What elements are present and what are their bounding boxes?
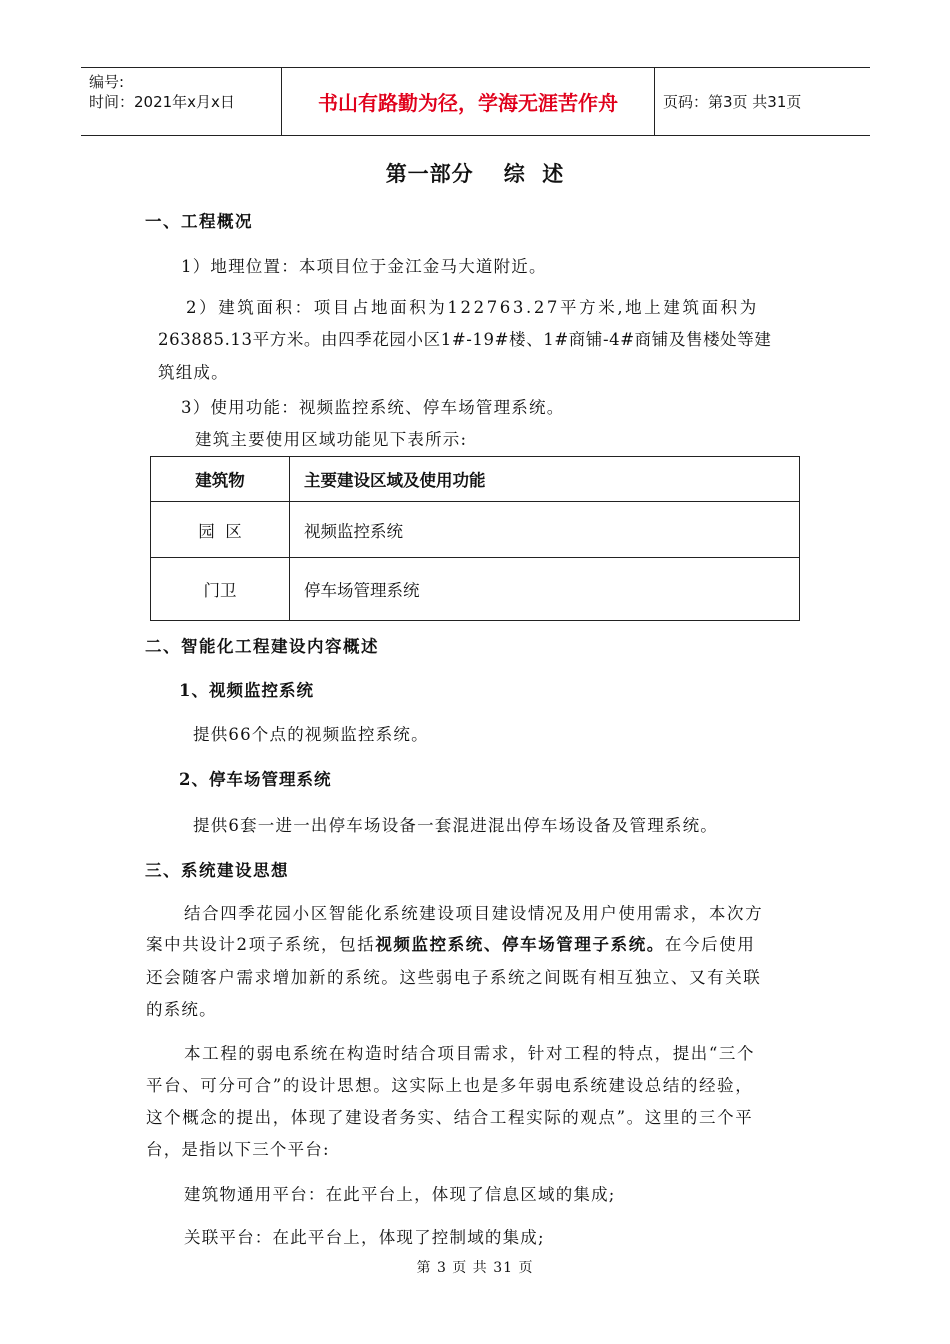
page-title bbox=[0, 158, 950, 188]
header-page-info: 页码：第3页 共31页 bbox=[663, 93, 802, 111]
s2-1-text: 提供66个点的视频监控系统。 bbox=[193, 725, 429, 744]
page-footer: 第 3 页 共 31 页 bbox=[416, 1260, 534, 1276]
table-row bbox=[151, 558, 800, 621]
doc-number-label: 编号: bbox=[89, 73, 125, 91]
s3-p2-line2: 平台、可分可合”的设计思想。这实际上也是多年弱电系统建设总结的经验， bbox=[146, 1076, 754, 1095]
s1-paragraph-function: 3）使用功能：视频监控系统、停车场管理系统。 bbox=[181, 398, 565, 417]
section-3-heading: 三、系统建设思想 bbox=[145, 861, 289, 880]
table-row bbox=[151, 502, 800, 558]
s3-p1-line3: 还会随客户需求增加新的系统。这些弱电子系统之间既有相互独立、又有关联 bbox=[146, 968, 762, 987]
header-motto: 书山有路勤为径，学海无涯苦作舟 bbox=[282, 68, 655, 135]
table-cell: 视频监控系统 bbox=[290, 502, 800, 558]
s3-p1-line2 bbox=[146, 931, 755, 955]
s3-p3: 建筑物通用平台：在此平台上，体现了信息区域的集成; bbox=[184, 1185, 616, 1204]
s3-p2-line4: 台，是指以下三个平台: bbox=[146, 1140, 330, 1159]
table-header-cell: 主要建设区域及使用功能 bbox=[290, 457, 800, 502]
header-meta bbox=[81, 68, 282, 135]
s3-p2-line1: 本工程的弱电系统在构造时结合项目需求，针对工程的特点，提出“三个 bbox=[184, 1044, 756, 1063]
s1-paragraph-location: 1）地理位置：本项目位于金江金马大道附近。 bbox=[181, 257, 547, 276]
s3-p1-line2-c: 在今后使用 bbox=[664, 935, 756, 954]
table-cell: 园 区 bbox=[151, 502, 290, 558]
s1-paragraph-area-line1: 2）建筑面积：项目占地面积为122763.27平方米,地上建筑面积为 bbox=[186, 298, 759, 317]
table-header-row bbox=[151, 457, 800, 502]
s1-table-caption: 建筑主要使用区域功能见下表所示: bbox=[195, 430, 468, 449]
page-header bbox=[81, 67, 870, 136]
function-table bbox=[150, 456, 800, 621]
s3-p1-line2-a: 案中共设计2项子系统，包括 bbox=[146, 935, 376, 954]
title-name: 综 述 bbox=[503, 161, 565, 186]
title-part: 第一部分 bbox=[385, 161, 474, 186]
s3-p1-line1: 结合四季花园小区智能化系统建设项目建设情况及用户使用需求，本次方 bbox=[184, 904, 764, 923]
doc-date-label: 时间：2021年x月x日 bbox=[89, 93, 235, 111]
s3-p1-line4: 的系统。 bbox=[146, 1000, 217, 1019]
s3-p2-line3: 这个概念的提出，体现了建设者务实、结合工程实际的观点”。这里的三个平 bbox=[146, 1108, 754, 1127]
s1-paragraph-area-line2: 263885.13平方米。由四季花园小区1#-19#楼、1#商铺-4#商铺及售楼处等建 bbox=[158, 330, 772, 349]
subsection-2-1-heading: 1、视频监控系统 bbox=[179, 681, 314, 700]
section-1-heading: 一、工程概况 bbox=[145, 212, 253, 231]
s2-2-text: 提供6套一进一出停车场设备一套混进混出停车场设备及管理系统。 bbox=[193, 816, 718, 835]
section-2-heading: 二、智能化工程建设内容概述 bbox=[145, 637, 379, 656]
table-cell: 停车场管理系统 bbox=[290, 558, 800, 621]
s1-paragraph-area-line3: 筑组成。 bbox=[158, 363, 229, 382]
s3-p1-line2-bold: 视频监控系统、停车场管理子系统。 bbox=[375, 935, 665, 954]
s3-p4: 关联平台：在此平台上，体现了控制域的集成; bbox=[184, 1228, 545, 1247]
table-cell: 门卫 bbox=[151, 558, 290, 621]
subsection-2-2-heading: 2、停车场管理系统 bbox=[179, 770, 332, 789]
table-header-cell: 建筑物 bbox=[151, 457, 290, 502]
